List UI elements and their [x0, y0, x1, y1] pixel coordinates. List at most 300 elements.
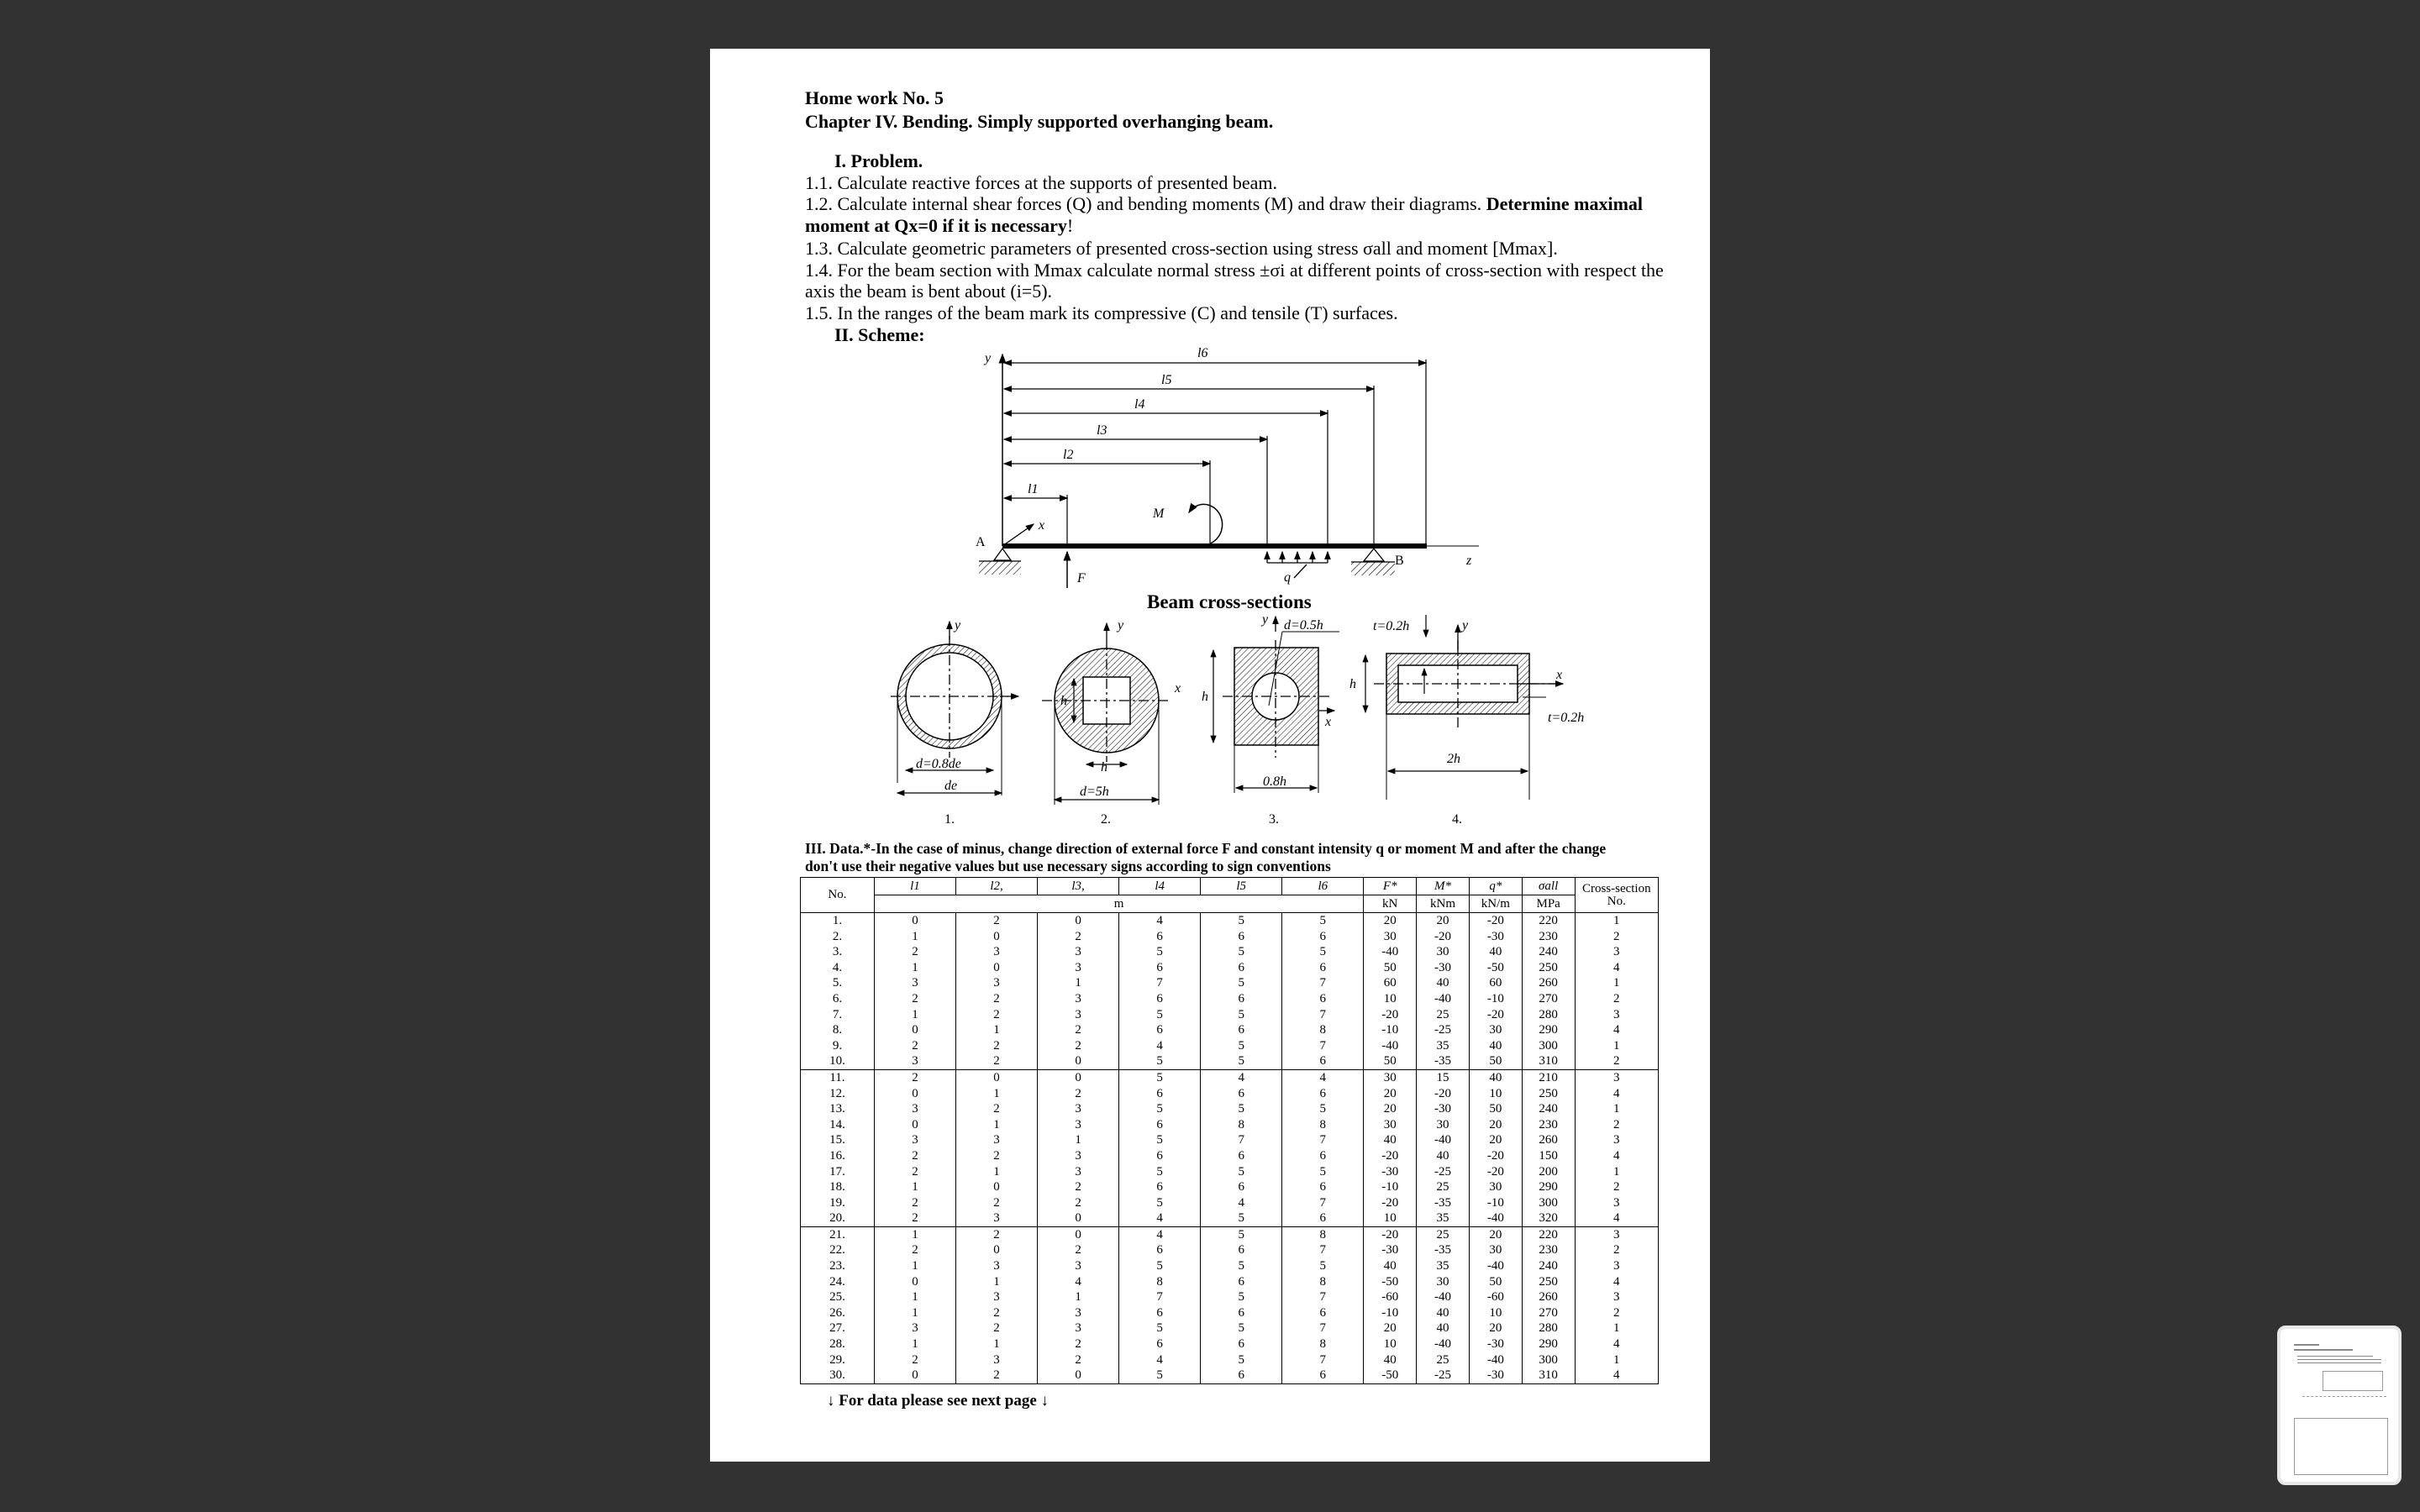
table-cell: 4	[1201, 1195, 1282, 1211]
table-cell: 10	[1364, 991, 1417, 1007]
table-cell: 15	[1417, 1069, 1470, 1085]
label-l1: l1	[1028, 482, 1039, 496]
table-cell: 5	[1201, 1289, 1282, 1305]
table-cell: 5	[1119, 1368, 1201, 1383]
table-cell: 0	[1038, 1210, 1119, 1226]
table-cell: 2	[956, 1195, 1038, 1211]
table-cell: -10	[1469, 1195, 1522, 1211]
table-cell: 3	[956, 1210, 1038, 1226]
table-cell: 28.	[801, 1336, 875, 1352]
s4-thickness-right: t=0.2h	[1548, 711, 1585, 725]
table-cell: 2	[1038, 1038, 1119, 1054]
table-cell: 30	[1469, 1022, 1522, 1038]
table-cell: 2	[874, 1038, 955, 1054]
table-cell: 290	[1522, 1179, 1575, 1195]
table-cell: 5	[1201, 975, 1282, 991]
table-cell: 6	[1282, 1210, 1364, 1226]
s3-diameter: d=0.5h	[1284, 618, 1323, 633]
s2-number: 2.	[1101, 812, 1111, 827]
label-l4: l4	[1134, 397, 1145, 412]
label-b: B	[1395, 554, 1404, 568]
table-cell: 6	[1282, 1086, 1364, 1102]
unit-f: kN	[1364, 895, 1417, 913]
table-cell: 10	[1364, 1210, 1417, 1226]
table-cell: 2.	[801, 929, 875, 945]
table-cell: 60	[1469, 975, 1522, 991]
table-cell: 20	[1469, 1320, 1522, 1336]
table-cell: 16.	[801, 1148, 875, 1164]
cross-sections-diagram	[874, 606, 1597, 832]
table-cell: 270	[1522, 1305, 1575, 1321]
table-cell: 7	[1282, 1007, 1364, 1023]
table-cell: -20	[1364, 1226, 1417, 1242]
table-cell: -10	[1469, 991, 1522, 1007]
table-cell: 1	[1038, 1132, 1119, 1148]
down-arrow-icon: ↓	[827, 1392, 839, 1410]
table-cell: 25	[1417, 1007, 1470, 1023]
table-cell: 3	[1038, 1305, 1119, 1321]
table-cell: -10	[1364, 1022, 1417, 1038]
table-cell: 4	[1119, 1038, 1201, 1054]
table-cell: 0	[956, 1069, 1038, 1085]
label-y: y	[985, 351, 992, 365]
table-cell: -30	[1364, 1164, 1417, 1180]
table-cell: 8	[1201, 1117, 1282, 1133]
table-cell: 50	[1469, 1274, 1522, 1290]
table-cell: 7	[1282, 1242, 1364, 1258]
table-cell: 40	[1364, 1258, 1417, 1274]
table-cell: 260	[1522, 975, 1575, 991]
table-cell: 240	[1522, 944, 1575, 960]
table-cell: 0	[874, 1086, 955, 1102]
problem-item-4: 1.4. For the beam section with Mmax calculate normal stress ±σi at different points of cross-section with respect the	[805, 260, 1664, 281]
table-row	[801, 1007, 1659, 1023]
table-cell: -40	[1469, 1258, 1522, 1274]
table-cell: -20	[1469, 1148, 1522, 1164]
table-cell: 280	[1522, 1320, 1575, 1336]
table-cell: 2	[1038, 1086, 1119, 1102]
table-cell: 0	[874, 1022, 955, 1038]
table-cell: 22.	[801, 1242, 875, 1258]
table-cell: 6	[1201, 1086, 1282, 1102]
scheme-heading: II. Scheme:	[834, 324, 925, 345]
table-cell: 4	[1119, 1210, 1201, 1226]
table-cell: -40	[1469, 1210, 1522, 1226]
table-cell: 5	[1201, 1258, 1282, 1274]
table-cell: 6	[1201, 991, 1282, 1007]
table-cell: 5	[1201, 1007, 1282, 1023]
table-cell: 3	[956, 1352, 1038, 1368]
table-cell: 3	[874, 1053, 955, 1069]
table-cell: 1	[1575, 913, 1658, 929]
table-cell: 1	[874, 1289, 955, 1305]
table-cell: 20	[1469, 1132, 1522, 1148]
table-cell: 2	[1575, 1179, 1658, 1195]
homework-title: Home work No. 5	[805, 87, 944, 108]
table-cell: -40	[1364, 1038, 1417, 1054]
col-m: M*	[1417, 878, 1470, 895]
problem-item-4-cont: axis the beam is bent about (i=5).	[805, 281, 1053, 302]
table-cell: 220	[1522, 1226, 1575, 1242]
s3-number: 3.	[1269, 812, 1279, 827]
chapter-title: Chapter IV. Bending. Simply supported overhanging beam.	[805, 111, 1274, 132]
table-cell: 5	[1119, 944, 1201, 960]
table-cell: 5	[1119, 1101, 1201, 1117]
table-cell: 6	[1282, 929, 1364, 945]
table-cell: -40	[1417, 1289, 1470, 1305]
table-cell: 6	[1119, 960, 1201, 976]
table-cell: 8	[1282, 1117, 1364, 1133]
table-cell: 6	[1201, 929, 1282, 945]
s1-inner-diameter: d=0.8de	[916, 757, 961, 771]
s4-width: 2h	[1447, 752, 1460, 766]
table-cell: 1	[1575, 1038, 1658, 1054]
table-cell: 6	[1119, 1242, 1201, 1258]
table-row	[801, 1289, 1659, 1305]
table-cell: 30	[1364, 1069, 1417, 1085]
table-cell: 230	[1522, 929, 1575, 945]
table-cell: 6	[1201, 1336, 1282, 1352]
table-cell: 11.	[801, 1069, 875, 1085]
problem-item-2	[805, 193, 1643, 215]
table-cell: 6	[1201, 1274, 1282, 1290]
footer-text: For data please see next page	[839, 1392, 1037, 1410]
table-row	[801, 1132, 1659, 1148]
table-cell: 6	[1119, 1086, 1201, 1102]
label-a: A	[976, 535, 986, 549]
table-row	[801, 1274, 1659, 1290]
table-row	[801, 1352, 1659, 1368]
table-cell: 2	[1038, 1336, 1119, 1352]
table-cell: 2	[1575, 929, 1658, 945]
table-cell: -20	[1469, 913, 1522, 929]
table-cell: 3.	[801, 944, 875, 960]
table-cell: 3	[1038, 1258, 1119, 1274]
table-cell: 7	[1282, 1132, 1364, 1148]
table-cell: 2	[1575, 1242, 1658, 1258]
table-cell: 5	[1282, 1101, 1364, 1117]
down-arrow-icon: ↓	[1036, 1392, 1050, 1410]
table-cell: 10	[1364, 1336, 1417, 1352]
table-cell: 7	[1282, 1195, 1364, 1211]
table-cell: 4	[1119, 913, 1201, 929]
section-3	[1202, 612, 1339, 827]
table-cell: 260	[1522, 1289, 1575, 1305]
problem-item-5: 1.5. In the ranges of the beam mark its compressive (C) and tensile (T) surfaces.	[805, 302, 1398, 323]
table-cell: 7	[1282, 1320, 1364, 1336]
table-cell: 2	[1038, 929, 1119, 945]
table-cell: 5	[1201, 1038, 1282, 1054]
unit-length: m	[874, 895, 1363, 913]
table-row	[801, 1148, 1659, 1164]
table-row	[801, 1038, 1659, 1054]
table-cell: -30	[1417, 1101, 1470, 1117]
table-cell: 3	[956, 1289, 1038, 1305]
table-cell: 310	[1522, 1368, 1575, 1383]
table-cell: 40	[1417, 1148, 1470, 1164]
table-cell: 1	[956, 1336, 1038, 1352]
table-cell: 30	[1469, 1179, 1522, 1195]
table-cell: 6	[1119, 1179, 1201, 1195]
table-cell: 4.	[801, 960, 875, 976]
table-cell: 3	[1038, 1320, 1119, 1336]
table-cell: 20	[1364, 1320, 1417, 1336]
table-cell: 35	[1417, 1258, 1470, 1274]
table-cell: 4	[1575, 1274, 1658, 1290]
table-cell: 1	[956, 1164, 1038, 1180]
table-cell: -50	[1469, 960, 1522, 976]
table-cell: 1	[1575, 975, 1658, 991]
table-cell: 35	[1417, 1210, 1470, 1226]
table-cell: 310	[1522, 1053, 1575, 1069]
table-cell: 7	[1282, 1289, 1364, 1305]
table-cell: 0	[956, 929, 1038, 945]
table-cell: 2	[1575, 1117, 1658, 1133]
table-row	[801, 1210, 1659, 1226]
s3-width: 0.8h	[1263, 774, 1286, 789]
table-cell: 2	[956, 1320, 1038, 1336]
table-cell: 2	[956, 1226, 1038, 1242]
table-row	[801, 1117, 1659, 1133]
table-row	[801, 1069, 1659, 1085]
table-cell: -25	[1417, 1022, 1470, 1038]
table-cell: -40	[1469, 1352, 1522, 1368]
table-cell: 5	[1201, 1352, 1282, 1368]
table-cell: 25	[1417, 1226, 1470, 1242]
section-2	[1042, 618, 1181, 827]
page-thumbnail[interactable]	[2277, 1326, 2402, 1485]
support-b	[1364, 549, 1384, 561]
table-cell: 4	[1119, 1226, 1201, 1242]
table-cell: 270	[1522, 991, 1575, 1007]
table-cell: 3	[956, 975, 1038, 991]
table-cell: 230	[1522, 1242, 1575, 1258]
table-cell: 0	[1038, 913, 1119, 929]
s4-height: h	[1349, 677, 1356, 691]
table-cell: 6	[1119, 1148, 1201, 1164]
col-q: q*	[1469, 878, 1522, 895]
table-cell: 3	[874, 1101, 955, 1117]
table-cell: 4	[1201, 1069, 1282, 1085]
table-cell: -30	[1364, 1242, 1417, 1258]
table-cell: 4	[1575, 1336, 1658, 1352]
table-cell: 230	[1522, 1117, 1575, 1133]
table-row	[801, 975, 1659, 991]
table-cell: 40	[1469, 1038, 1522, 1054]
table-cell: 6	[1282, 1053, 1364, 1069]
table-row	[801, 1368, 1659, 1383]
table-cell: 30	[1364, 1117, 1417, 1133]
table-cell: 3	[874, 1132, 955, 1148]
table-cell: 4	[1575, 1148, 1658, 1164]
table-cell: 3	[1575, 1195, 1658, 1211]
table-cell: 10.	[801, 1053, 875, 1069]
table-cell: 6	[1282, 1305, 1364, 1321]
table-cell: 7	[1119, 975, 1201, 991]
table-cell: 2	[874, 1195, 955, 1211]
table-cell: 3	[1038, 960, 1119, 976]
table-cell: -20	[1364, 1007, 1417, 1023]
problem-item-2-emphasis-cont: moment at Qx=0 if it is necessary	[805, 215, 1067, 236]
table-cell: 5	[1119, 1164, 1201, 1180]
table-row	[801, 1179, 1659, 1195]
svg-text:x: x	[1556, 668, 1563, 682]
table-cell: 2	[956, 1101, 1038, 1117]
problem-item-2-emphasis: Determine maximal	[1486, 193, 1644, 214]
table-cell: -25	[1417, 1368, 1470, 1383]
distributed-load-q	[1267, 552, 1328, 578]
table-cell: -30	[1469, 929, 1522, 945]
table-cell: -50	[1364, 1368, 1417, 1383]
table-cell: 5	[1119, 1320, 1201, 1336]
table-cell: 0	[874, 1274, 955, 1290]
table-cell: -60	[1364, 1289, 1417, 1305]
table-cell: -10	[1364, 1305, 1417, 1321]
table-cell: 4	[1038, 1274, 1119, 1290]
table-cell: 1	[874, 1226, 955, 1242]
table-row	[801, 1022, 1659, 1038]
table-row	[801, 929, 1659, 945]
data-table	[800, 877, 1659, 1384]
table-cell: 35	[1417, 1038, 1470, 1054]
table-cell: 8	[1119, 1274, 1201, 1290]
table-cell: 3	[956, 1132, 1038, 1148]
table-cell: 2	[874, 1069, 955, 1085]
table-cell: 60	[1364, 975, 1417, 991]
table-row	[801, 1305, 1659, 1321]
table-cell: 4	[1575, 1210, 1658, 1226]
table-cell: 290	[1522, 1022, 1575, 1038]
label-l2: l2	[1063, 448, 1074, 462]
table-cell: 30.	[801, 1368, 875, 1383]
table-cell: 6	[1282, 991, 1364, 1007]
table-cell: 20	[1364, 913, 1417, 929]
table-cell: 2	[956, 913, 1038, 929]
x-axis	[1002, 524, 1034, 546]
unit-m: kNm	[1417, 895, 1470, 913]
table-cell: 5	[1282, 1258, 1364, 1274]
col-sigma: σall	[1522, 878, 1575, 895]
col-no: No.	[801, 878, 875, 913]
table-cell: 220	[1522, 913, 1575, 929]
table-row	[801, 944, 1659, 960]
table-cell: 10	[1469, 1086, 1522, 1102]
table-cell: 5	[1119, 1007, 1201, 1023]
table-cell: 1	[956, 1086, 1038, 1102]
beam	[1002, 543, 1427, 549]
table-cell: 2	[874, 1352, 955, 1368]
table-cell: -25	[1417, 1164, 1470, 1180]
cross-sections-title: Beam cross-sections	[1147, 591, 1312, 612]
col-cross-section: Cross-section No.	[1575, 878, 1658, 913]
table-cell: 300	[1522, 1038, 1575, 1054]
table-cell: -10	[1364, 1179, 1417, 1195]
table-cell: 260	[1522, 1132, 1575, 1148]
table-cell: 20	[1364, 1101, 1417, 1117]
table-cell: 40	[1364, 1352, 1417, 1368]
problem-heading: I. Problem.	[834, 150, 923, 171]
table-cell: 8	[1282, 1274, 1364, 1290]
table-cell: 2	[956, 1305, 1038, 1321]
table-cell: 1	[874, 1007, 955, 1023]
table-cell: -20	[1469, 1007, 1522, 1023]
table-cell: 23.	[801, 1258, 875, 1274]
unit-q: kN/m	[1469, 895, 1522, 913]
table-row	[801, 1258, 1659, 1274]
table-cell: 1	[874, 1305, 955, 1321]
table-cell: 2	[956, 1053, 1038, 1069]
table-cell: 2	[1575, 1053, 1658, 1069]
table-cell: 240	[1522, 1101, 1575, 1117]
table-cell: 6	[1282, 960, 1364, 976]
table-cell: 1	[874, 1336, 955, 1352]
table-cell: 5	[1201, 1053, 1282, 1069]
table-cell: 6	[1119, 1336, 1201, 1352]
table-cell: 20	[1469, 1226, 1522, 1242]
table-cell: -50	[1364, 1274, 1417, 1290]
table-cell: 3	[1038, 944, 1119, 960]
table-cell: 6	[1201, 1305, 1282, 1321]
label-l6: l6	[1197, 346, 1208, 360]
table-cell: 18.	[801, 1179, 875, 1195]
table-cell: 26.	[801, 1305, 875, 1321]
s4-thickness-top: t=0.2h	[1373, 619, 1410, 633]
table-cell: 6	[1201, 1368, 1282, 1383]
data-table-body	[801, 913, 1659, 1384]
svg-text:y: y	[1462, 618, 1469, 633]
table-cell: -20	[1417, 929, 1470, 945]
table-cell: 320	[1522, 1210, 1575, 1226]
table-cell: 250	[1522, 1086, 1575, 1102]
section-4	[1349, 615, 1584, 827]
table-cell: 0	[1038, 1053, 1119, 1069]
table-cell: 19.	[801, 1195, 875, 1211]
table-cell: 5	[1201, 1226, 1282, 1242]
table-cell: 0	[956, 960, 1038, 976]
table-cell: 2	[1575, 991, 1658, 1007]
table-cell: 40	[1364, 1132, 1417, 1148]
table-cell: 1	[1038, 975, 1119, 991]
table-cell: 5	[1201, 1164, 1282, 1180]
label-x: x	[1039, 518, 1045, 533]
table-cell: 27.	[801, 1320, 875, 1336]
table-cell: 3	[1038, 1164, 1119, 1180]
table-cell: 4	[1575, 1368, 1658, 1383]
data-heading-cont: don't use their negative values but use necessary signs according to sign conventions	[805, 858, 1331, 874]
table-cell: 2	[956, 991, 1038, 1007]
table-cell: 2	[874, 991, 955, 1007]
svg-text:x: x	[1175, 681, 1181, 696]
table-cell: 5	[1119, 1195, 1201, 1211]
table-cell: 3	[1575, 944, 1658, 960]
table-cell: 40	[1417, 975, 1470, 991]
table-cell: 7	[1282, 1352, 1364, 1368]
support-a	[994, 549, 1011, 560]
table-cell: 1.	[801, 913, 875, 929]
table-cell: 25.	[801, 1289, 875, 1305]
table-cell: 2	[1038, 1352, 1119, 1368]
problem-item-3: 1.3. Calculate geometric parameters of presented cross-section using stress σall and moment [Mmax].	[805, 238, 1558, 259]
table-cell: -40	[1364, 944, 1417, 960]
table-cell: 25	[1417, 1352, 1470, 1368]
table-cell: 0	[956, 1179, 1038, 1195]
table-row	[801, 1242, 1659, 1258]
col-l5: l5	[1201, 878, 1282, 895]
table-cell: 3	[1038, 1148, 1119, 1164]
col-f: F*	[1364, 878, 1417, 895]
table-cell: -20	[1364, 1148, 1417, 1164]
label-f: F	[1077, 571, 1086, 585]
